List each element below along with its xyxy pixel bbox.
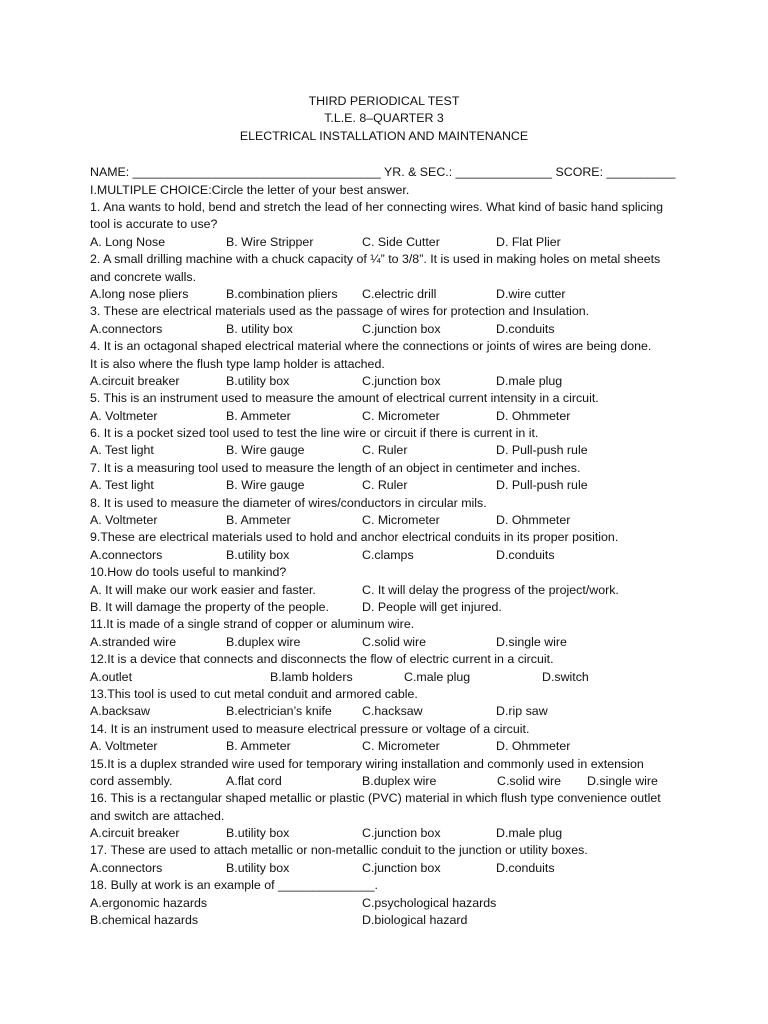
choice-a: A. Long Nose xyxy=(90,234,166,249)
question-4-text: 4. It is an octagonal shaped electrical material where the connections or joints of wires are being done. xyxy=(90,339,652,354)
question-16-choices xyxy=(90,825,690,842)
choice-a: A.connectors xyxy=(90,547,163,562)
choice-a: A. Voltmeter xyxy=(90,408,158,423)
choice-b: B.duplex wire xyxy=(226,634,301,649)
question-7-choices xyxy=(90,477,690,494)
choice-d: D. Flat Plier xyxy=(496,234,561,249)
question-5-text: 5. This is an instrument used to measure the amount of electrical current intensity in a circuit. xyxy=(90,391,599,406)
question-10-choices-row1 xyxy=(90,582,690,599)
question-5-choices xyxy=(90,408,690,425)
choice-a: A.flat cord xyxy=(226,773,282,788)
choice-b: B.lamb holders xyxy=(270,669,353,684)
choice-d: D.switch xyxy=(542,669,589,684)
question-13-text: 13.This tool is used to cut metal conduit and armored cable. xyxy=(90,686,418,701)
choice-c: C.junction box xyxy=(362,860,441,875)
choice-d: D.rip saw xyxy=(496,704,548,719)
test-topic: ELECTRICAL INSTALLATION AND MAINTENANCE xyxy=(239,128,529,143)
choice-c: C.solid wire xyxy=(362,634,427,649)
choice-c: C. Micrometer xyxy=(362,739,440,754)
question-4-text-cont: It is also where the flush type lamp holder is attached. xyxy=(90,356,385,371)
question-14-choices xyxy=(90,738,690,755)
choice-d: D. People will get injured. xyxy=(362,599,502,614)
question-4-choices xyxy=(90,373,690,390)
question-15-choices xyxy=(90,773,690,790)
choice-d: D. Pull-push rule xyxy=(496,478,588,493)
choice-c: C. It will delay the progress of the project/work. xyxy=(362,582,619,597)
question-10-text: 10.How do tools useful to mankind? xyxy=(90,565,287,580)
choice-a: A.outlet xyxy=(90,669,133,684)
choice-b: B.duplex wire xyxy=(362,773,437,788)
question-11-text: 11.It is made of a single strand of copper or aluminum wire. xyxy=(90,617,415,632)
choice-a: A. Voltmeter xyxy=(90,739,158,754)
choice-c: C.clamps xyxy=(362,547,414,562)
question-17-choices xyxy=(90,860,690,877)
choice-b: B.electrician’s knife xyxy=(226,704,332,719)
question-12-choices xyxy=(90,669,690,686)
choice-d: D.conduits xyxy=(496,547,555,562)
choice-d: D.biological hazard xyxy=(362,913,468,928)
question-3-text: 3. These are electrical materials used as the passage of wires for protection and Insulation. xyxy=(90,304,590,319)
question-6-text: 6. It is a pocket sized tool used to test the line wire or circuit if there is current in it. xyxy=(90,426,539,441)
choice-c: C.psychological hazards xyxy=(362,895,497,910)
question-1-text-cont: tool is accurate to use? xyxy=(90,217,218,232)
test-subject: T.L.E. 8–QUARTER 3 xyxy=(324,111,444,126)
test-paper xyxy=(90,93,690,929)
choice-b: B. Wire gauge xyxy=(226,443,305,458)
choice-d: D.conduits xyxy=(496,321,555,336)
student-info-line: NAME: ____________________________________ YR. & SEC.: ______________ SCORE: __________ xyxy=(90,165,676,180)
choice-c: C.hacksaw xyxy=(362,704,423,719)
question-8-choices xyxy=(90,512,690,529)
test-title: THIRD PERIODICAL TEST xyxy=(308,94,460,108)
choice-a: A.backsaw xyxy=(90,704,150,719)
choice-b: B.utility box xyxy=(226,860,290,875)
question-2-choices xyxy=(90,286,690,303)
question-15-text: 15.It is a duplex stranded wire used for temporary wiring installation and commonly used in extension xyxy=(90,756,644,771)
choice-a: A.ergonomic hazards xyxy=(90,895,208,910)
question-16-text-cont: and switch are attached. xyxy=(90,808,225,823)
choice-c: C. Side Cutter xyxy=(362,234,440,249)
question-16-text: 16. This is a rectangular shaped metallic or plastic (PVC) material in which flush type convenience outlet xyxy=(90,791,661,806)
question-10-choices-row2 xyxy=(90,599,690,616)
choice-c: C. Ruler xyxy=(362,443,408,458)
choice-d: D.male plug xyxy=(496,826,563,841)
choice-d: D. Ohmmeter xyxy=(496,408,571,423)
instructions: I.MULTIPLE CHOICE:Circle the letter of your best answer. xyxy=(90,182,410,197)
choice-c: C.junction box xyxy=(362,826,441,841)
question-2-text-cont: and concrete walls. xyxy=(90,269,197,284)
choice-b: B. Ammeter xyxy=(226,513,291,528)
choice-a: A.connectors xyxy=(90,321,163,336)
question-7-text: 7. It is a measuring tool used to measure the length of an object in centimeter and inches. xyxy=(90,460,581,475)
choice-a: A.connectors xyxy=(90,860,163,875)
choice-a: A.long nose pliers xyxy=(90,286,189,301)
choice-b: B. Wire gauge xyxy=(226,478,305,493)
choice-b: B.utility box xyxy=(226,826,290,841)
choice-a: A.circuit breaker xyxy=(90,373,180,388)
question-3-choices xyxy=(90,321,690,338)
choice-c: C. Micrometer xyxy=(362,513,440,528)
choice-a: A. Voltmeter xyxy=(90,513,158,528)
question-18-choices-row2 xyxy=(90,912,690,929)
choice-d: D. Ohmmeter xyxy=(496,739,571,754)
choice-a: A.stranded wire xyxy=(90,634,177,649)
choice-a: A. It will make our work easier and faster. xyxy=(90,582,316,597)
question-15-text-cont: cord assembly. xyxy=(90,773,173,788)
choice-b: B. Wire Stripper xyxy=(226,234,314,249)
choice-d: D.single wire xyxy=(587,773,658,788)
choice-d: D. Ohmmeter xyxy=(496,513,571,528)
choice-c: C.male plug xyxy=(404,669,471,684)
question-11-choices xyxy=(90,634,690,651)
question-1-text: 1. Ana wants to hold, bend and stretch the lead of her connecting wires. What kind of basic hand splicing xyxy=(90,200,664,214)
question-9-text: 9.These are electrical materials used to hold and anchor electrical conduits in its proper position. xyxy=(90,530,619,545)
question-14-text: 14. It is an instrument used to measure electrical pressure or voltage of a circuit. xyxy=(90,721,530,736)
question-6-choices xyxy=(90,442,690,459)
choice-d: D.conduits xyxy=(496,860,555,875)
choice-c: C.junction box xyxy=(362,373,441,388)
question-18-choices-row1 xyxy=(90,895,690,912)
choice-a: A. Test light xyxy=(90,443,154,458)
choice-d: D.single wire xyxy=(496,634,567,649)
choice-b: B.chemical hazards xyxy=(90,913,199,928)
choice-a: A. Test light xyxy=(90,478,154,493)
choice-b: B.utility box xyxy=(226,547,290,562)
choice-c: C. Ruler xyxy=(362,478,408,493)
choice-d: D.male plug xyxy=(496,373,563,388)
choice-c: C.solid wire xyxy=(497,773,562,788)
question-17-text: 17. These are used to attach metallic or non-metallic conduit to the junction or utility boxes. xyxy=(90,843,588,858)
question-8-text: 8. It is used to measure the diameter of wires/conductors in circular mils. xyxy=(90,495,487,510)
test-header xyxy=(90,93,690,145)
question-12-text: 12.It is a device that connects and disconnects the flow of electric current in a circuit. xyxy=(90,652,554,667)
choice-c: C. Micrometer xyxy=(362,408,440,423)
question-18-text: 18. Bully at work is an example of ______________. xyxy=(90,878,378,893)
choice-b: B. Ammeter xyxy=(226,739,291,754)
choice-b: B.utility box xyxy=(226,373,290,388)
choice-b: B.combination pliers xyxy=(226,286,338,301)
question-2-text: 2. A small drilling machine with a chuck capacity of ¼” to 3/8”. It is used in making holes on metal sheets xyxy=(90,252,661,267)
choice-b: B. It will damage the property of the people. xyxy=(90,599,330,614)
choice-b: B. utility box xyxy=(226,321,293,336)
question-13-choices xyxy=(90,703,690,720)
choice-a: A.circuit breaker xyxy=(90,826,180,841)
choice-d: D. Pull-push rule xyxy=(496,443,588,458)
choice-c: C.electric drill xyxy=(362,286,437,301)
question-1-choices xyxy=(90,234,690,251)
choice-d: D.wire cutter xyxy=(496,286,566,301)
choice-b: B. Ammeter xyxy=(226,408,291,423)
choice-c: C.junction box xyxy=(362,321,441,336)
question-9-choices xyxy=(90,547,690,564)
